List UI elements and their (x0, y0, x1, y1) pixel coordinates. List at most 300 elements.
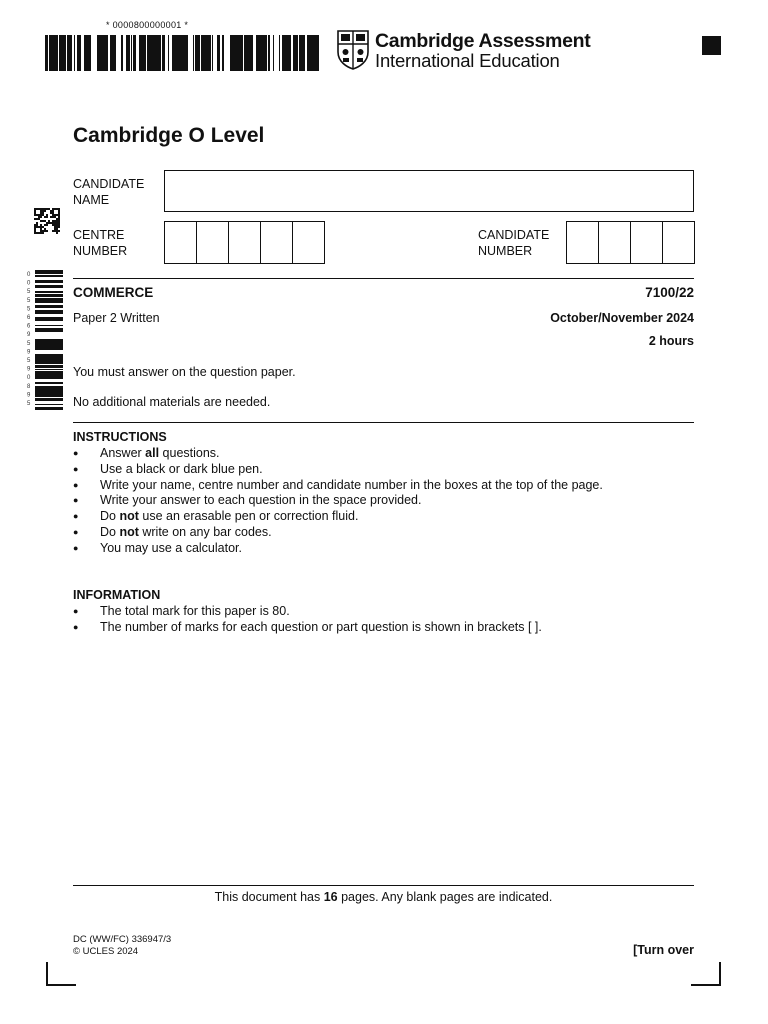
side-barcode-bar (35, 325, 63, 326)
side-barcode-bar (35, 398, 63, 400)
qr-module (42, 220, 44, 222)
side-barcode-digit: 6 (27, 315, 31, 321)
side-barcode-bar (35, 343, 63, 345)
divider-top (73, 278, 694, 279)
barcode-bar (244, 35, 247, 71)
qr-module (36, 232, 38, 234)
qr-module (48, 222, 50, 224)
side-barcode-bar (35, 285, 63, 286)
barcode-bar (129, 35, 130, 71)
qr-module (36, 222, 38, 224)
turn-over: [Turn over (633, 943, 694, 957)
instructions-list (73, 446, 603, 557)
barcode-bar (155, 35, 158, 71)
barcode-bar (258, 35, 259, 71)
qr-module (40, 232, 42, 234)
qr-module (58, 214, 60, 216)
barcode-bar (110, 35, 112, 71)
side-barcode-bar (35, 376, 63, 377)
barcode-bar (307, 35, 308, 71)
side-barcode-bar (35, 388, 63, 390)
side-barcode (27, 270, 63, 412)
side-barcode-digit: 5 (27, 289, 31, 296)
instruction-text: Do (100, 509, 120, 524)
qr-module (40, 224, 42, 226)
barcode-bar (262, 35, 265, 71)
qr-module (48, 208, 50, 210)
barcode-bar (68, 35, 70, 71)
logo-line-2: International Education (375, 50, 560, 71)
instruction-item (73, 462, 603, 478)
barcode-bar (46, 35, 47, 71)
instruction-emphasis: all (145, 446, 160, 460)
candidate-number-label-line-2: NUMBER (478, 243, 533, 258)
qr-module (54, 220, 56, 222)
instruction-text: Use a black or dark blue pen. (100, 461, 263, 476)
side-barcode-bar (35, 311, 63, 312)
barcode-bar (198, 35, 199, 71)
barcode-bar (127, 35, 128, 71)
qr-module (58, 212, 60, 214)
centre-number-box[interactable] (292, 222, 324, 263)
barcode-bar (112, 35, 115, 71)
side-barcode-digit: 0 (27, 272, 31, 278)
qr-module (38, 232, 40, 234)
side-barcode-bar (35, 394, 63, 396)
barcode-bar (219, 35, 220, 71)
barcode-bar (84, 35, 85, 71)
centre-number-box[interactable] (165, 222, 196, 263)
barcode-bar (89, 35, 91, 71)
qr-module (42, 212, 44, 214)
instructions-heading: INSTRUCTIONS (73, 430, 167, 444)
barcode-bar (61, 35, 63, 71)
qr-module (52, 216, 54, 218)
barcode-bar (70, 35, 72, 71)
dc-code: DC (WW/FC) 336947/3 (73, 934, 172, 945)
side-barcode-bar (35, 396, 63, 397)
barcode-bar (183, 35, 185, 71)
centre-number-box[interactable] (196, 222, 228, 263)
qr-module (44, 216, 46, 218)
barcode-bar (273, 35, 274, 71)
side-barcode-bar (35, 330, 63, 332)
instruction-item (73, 478, 603, 494)
instruction-text: You may use a calculator. (100, 540, 242, 555)
qr-module (44, 224, 46, 226)
qr-module (58, 218, 60, 220)
qr-module (50, 210, 52, 212)
side-barcode-bar (35, 373, 63, 374)
qr-module (40, 228, 42, 230)
barcode-bar (147, 35, 148, 71)
barcode-bar (77, 35, 79, 71)
barcode-bar (265, 35, 266, 71)
side-barcode-bar (35, 386, 63, 388)
paper-title: Paper 2 Written (73, 311, 160, 325)
barcode-bar (316, 35, 318, 71)
barcode-bar (234, 35, 236, 71)
side-barcode-bar (35, 362, 63, 364)
qr-module (36, 218, 38, 220)
qr-module (56, 228, 58, 230)
instruction-text: Write your name, centre number and candidate number in the boxes at the top of the page. (100, 477, 603, 492)
qr-module (56, 230, 58, 232)
side-barcode-bar (35, 345, 63, 346)
qr-module (44, 208, 46, 210)
qr-module (58, 230, 60, 232)
barcode-bar (97, 35, 99, 71)
side-barcode-bar (35, 371, 63, 373)
side-barcode-bar (35, 310, 63, 311)
qr-module (52, 224, 54, 226)
qr-module (56, 224, 58, 226)
side-barcode-bar (35, 312, 63, 314)
qr-module (50, 222, 52, 224)
barcode-bar (300, 35, 303, 71)
barcode-bar (151, 35, 152, 71)
qr-module (58, 226, 60, 228)
side-barcode-bar (35, 354, 63, 356)
side-barcode-bar (35, 366, 63, 367)
barcode-bar (142, 35, 143, 71)
qr-module (36, 208, 38, 210)
barcode-bar (63, 35, 66, 71)
candidate-number-label (478, 228, 549, 259)
subject-name: COMMERCE (73, 285, 154, 300)
qr-module (54, 230, 56, 232)
barcode-bar (197, 35, 198, 71)
qr-module (54, 216, 56, 218)
qr-module (52, 210, 54, 212)
qr-module (46, 230, 48, 232)
exam-duration: 2 hours (648, 334, 694, 348)
qr-module (36, 214, 38, 216)
qr-module (36, 224, 38, 226)
barcode-bar (293, 35, 294, 71)
barcode-bar (204, 35, 205, 71)
barcode-bar (54, 35, 55, 71)
qr-module (34, 214, 36, 216)
barcode-bar (256, 35, 258, 71)
page-count-text: pages. Any blank pages are indicated. (337, 890, 553, 904)
side-barcode-bar (35, 294, 63, 296)
qr-module (52, 230, 54, 232)
side-barcode-digit: 0 (27, 375, 31, 382)
barcode-bar (57, 35, 58, 71)
qr-module (52, 208, 54, 210)
qr-module (34, 228, 36, 230)
qr-module (34, 230, 36, 232)
side-barcode-bar (35, 339, 63, 340)
qr-module (56, 232, 58, 234)
qr-module (56, 226, 58, 228)
qr-module (34, 212, 36, 214)
instruction-item (73, 525, 603, 541)
barcode-bar (223, 35, 224, 71)
barcode-bar (212, 35, 213, 71)
barcode-bar (122, 35, 123, 71)
barcode-bar (311, 35, 314, 71)
qr-module (58, 224, 60, 226)
answer-instruction: You must answer on the question paper. (73, 365, 296, 379)
qr-module (58, 220, 60, 222)
barcode-bar (79, 35, 80, 71)
side-barcode-bar (35, 369, 63, 370)
qr-module (52, 212, 54, 214)
instruction-item (73, 541, 603, 557)
barcode-bar (47, 35, 48, 71)
information-text: The total mark for this paper is 80. (100, 604, 290, 618)
instruction-text: use an erasable pen or correction fluid. (138, 509, 359, 524)
qr-module (44, 220, 46, 222)
side-barcode-bar (35, 356, 63, 357)
instruction-item (73, 493, 603, 509)
barcode-bar (185, 35, 187, 71)
candidate-name-box[interactable] (164, 170, 694, 212)
qr-module (42, 230, 44, 232)
barcode-bar (193, 35, 194, 71)
qr-module (40, 216, 42, 218)
qr-module (52, 220, 54, 222)
barcode-bar (134, 35, 135, 71)
cambridge-logo (337, 30, 591, 72)
side-barcode-bar (35, 302, 63, 303)
candidate-number-boxes[interactable] (566, 221, 695, 264)
qr-module (56, 214, 58, 216)
materials-note: No additional materials are needed. (73, 395, 271, 409)
side-barcode-bar (35, 374, 63, 375)
side-barcode-bar (35, 392, 63, 394)
centre-number-box[interactable] (228, 222, 260, 263)
qr-module (56, 208, 58, 210)
barcode-bar (294, 35, 295, 71)
barcode-bar (135, 35, 136, 71)
centre-number-label-line-2: NUMBER (73, 243, 128, 258)
side-barcode-bar (35, 282, 63, 283)
qr-module (40, 208, 42, 210)
crop-mark-left (46, 962, 76, 986)
barcode-bar (126, 35, 127, 71)
qr-module (44, 230, 46, 232)
qr-module (36, 226, 38, 228)
barcode-bar (67, 35, 68, 71)
side-barcode-bar (35, 390, 63, 392)
top-barcode (45, 35, 319, 71)
information-item (73, 620, 542, 636)
barcode-bar (217, 35, 219, 71)
barcode-bar (104, 35, 106, 71)
qr-module (54, 228, 56, 230)
instruction-text: questions. (159, 446, 220, 460)
side-barcode-digit: 9 (27, 366, 31, 373)
side-barcode-digit: 0 (27, 280, 31, 287)
qr-module (54, 224, 56, 226)
qr-module (34, 208, 36, 210)
divider-footer (73, 885, 694, 886)
barcode-bar (49, 35, 51, 71)
barcode-bar (195, 35, 197, 71)
qr-code (34, 208, 60, 234)
barcode-bar (177, 35, 178, 71)
side-barcode-digit: 5 (27, 401, 31, 407)
cambridge-shield-icon (337, 30, 369, 70)
candidate-name-label-line-2: NAME (73, 192, 110, 207)
barcode-bar (121, 35, 122, 71)
candidate-name-label-line-1: CANDIDATE (73, 177, 145, 191)
barcode-bar (59, 35, 61, 71)
side-barcode-bar (35, 270, 63, 272)
qr-module (38, 218, 40, 220)
side-barcode-bar (35, 407, 63, 409)
paper-code: 7100/22 (645, 285, 694, 300)
side-barcode-bar (35, 275, 63, 276)
instruction-text: write on any bar codes. (138, 524, 272, 539)
side-barcode-bar (35, 272, 63, 274)
barcode-bar (266, 35, 267, 71)
instruction-item (73, 446, 603, 462)
barcode-bar (296, 35, 297, 71)
barcode-bar (158, 35, 161, 71)
barcode-bar (314, 35, 316, 71)
side-barcode-bar (35, 357, 63, 358)
qr-module (58, 222, 60, 224)
side-barcode-bar (35, 287, 63, 288)
instruction-text: Write your answer to each question in the space provided. (100, 493, 422, 508)
barcode-bar (148, 35, 151, 71)
side-barcode-bar (35, 317, 63, 318)
side-barcode-digit: 8 (27, 383, 31, 390)
side-barcode-bar (35, 298, 63, 300)
side-barcode-bar (35, 318, 63, 319)
barcode-bar (187, 35, 188, 71)
qr-module (42, 232, 44, 234)
instruction-item (73, 509, 603, 525)
barcode-bar (283, 35, 285, 71)
qr-module (40, 220, 42, 222)
candidate-number-box[interactable] (662, 222, 694, 263)
barcode-bar (242, 35, 243, 71)
candidate-number-label-line-1: CANDIDATE (478, 228, 550, 242)
barcode-bar (282, 35, 283, 71)
barcode-bar (260, 35, 262, 71)
candidate-number-box[interactable] (567, 222, 598, 263)
qr-module (56, 222, 58, 224)
barcode-bar (233, 35, 234, 71)
side-barcode-digit: 6 (27, 323, 31, 330)
side-barcode-bar (35, 296, 63, 297)
qr-module (56, 218, 58, 220)
qr-module (40, 230, 42, 232)
instruction-text: Answer (100, 446, 146, 460)
barcode-bar (290, 35, 291, 71)
barcode-bar (55, 35, 57, 71)
barcode-bar (299, 35, 300, 71)
side-barcode-digit: 9 (27, 332, 31, 339)
side-barcode-digit: 5 (27, 358, 31, 364)
copyright: © UCLES 2024 (73, 946, 139, 957)
centre-number-box[interactable] (260, 222, 292, 263)
side-barcode-bar (35, 348, 63, 350)
qr-module (40, 214, 42, 216)
barcode-bar (199, 35, 200, 71)
side-barcode-digit: 9 (27, 392, 31, 399)
side-barcode-bar (35, 358, 63, 359)
side-barcode-digit: 5 (27, 340, 31, 347)
side-barcode-bar (35, 340, 63, 342)
instruction-emphasis: not (119, 524, 139, 539)
barcode-bar (206, 35, 209, 71)
side-barcode-bar (35, 359, 63, 361)
qr-module (58, 208, 60, 210)
qr-module (42, 210, 44, 212)
qr-module (40, 226, 42, 228)
qr-module (46, 224, 48, 226)
barcode-bar (101, 35, 104, 71)
barcode-bar (128, 35, 129, 71)
barcode-bar (99, 35, 100, 71)
candidate-number-box[interactable] (630, 222, 662, 263)
information-item (73, 604, 542, 620)
barcode-bar (152, 35, 155, 71)
barcode-number: * 0000800000001 * (106, 20, 189, 30)
instruction-text: Do (100, 524, 120, 539)
side-barcode-digit: 5 (27, 306, 31, 313)
qr-module (44, 228, 46, 230)
barcode-bar (209, 35, 211, 71)
qr-module (38, 214, 40, 216)
side-barcode-digit: 5 (27, 297, 31, 304)
side-barcode-bar (35, 280, 63, 282)
barcode-bar (162, 35, 165, 71)
side-barcode-bar (35, 400, 63, 401)
qr-module (56, 220, 58, 222)
side-barcode-bar (35, 291, 63, 293)
barcode-bar (131, 35, 132, 71)
divider-middle (73, 422, 694, 423)
barcode-bar (143, 35, 145, 71)
side-barcode-bar (35, 307, 63, 308)
centre-number-label (73, 228, 127, 259)
barcode-bar (295, 35, 296, 71)
barcode-bar (45, 35, 46, 71)
barcode-bar (201, 35, 202, 71)
barcode-bar (202, 35, 204, 71)
centre-number-label-line-1: CENTRE (73, 228, 125, 242)
side-barcode-bar (35, 319, 63, 321)
barcode-bar (236, 35, 239, 71)
barcode-bar (172, 35, 174, 71)
qr-module (50, 212, 52, 214)
barcode-bar (106, 35, 108, 71)
centre-number-boxes[interactable] (164, 221, 325, 264)
barcode-bar (252, 35, 253, 71)
qr-module (38, 226, 40, 228)
qr-module (46, 216, 48, 218)
qr-module (48, 220, 50, 222)
qr-module (54, 226, 56, 228)
registration-mark (702, 36, 721, 55)
crop-mark-right (691, 962, 721, 986)
barcode-bar (222, 35, 223, 71)
side-barcode-bar (35, 404, 63, 405)
qr-module (38, 216, 40, 218)
qr-module (46, 214, 48, 216)
candidate-number-box[interactable] (598, 222, 630, 263)
candidate-name-label (73, 177, 144, 208)
qr-module (42, 226, 44, 228)
barcode-bar (249, 35, 251, 71)
